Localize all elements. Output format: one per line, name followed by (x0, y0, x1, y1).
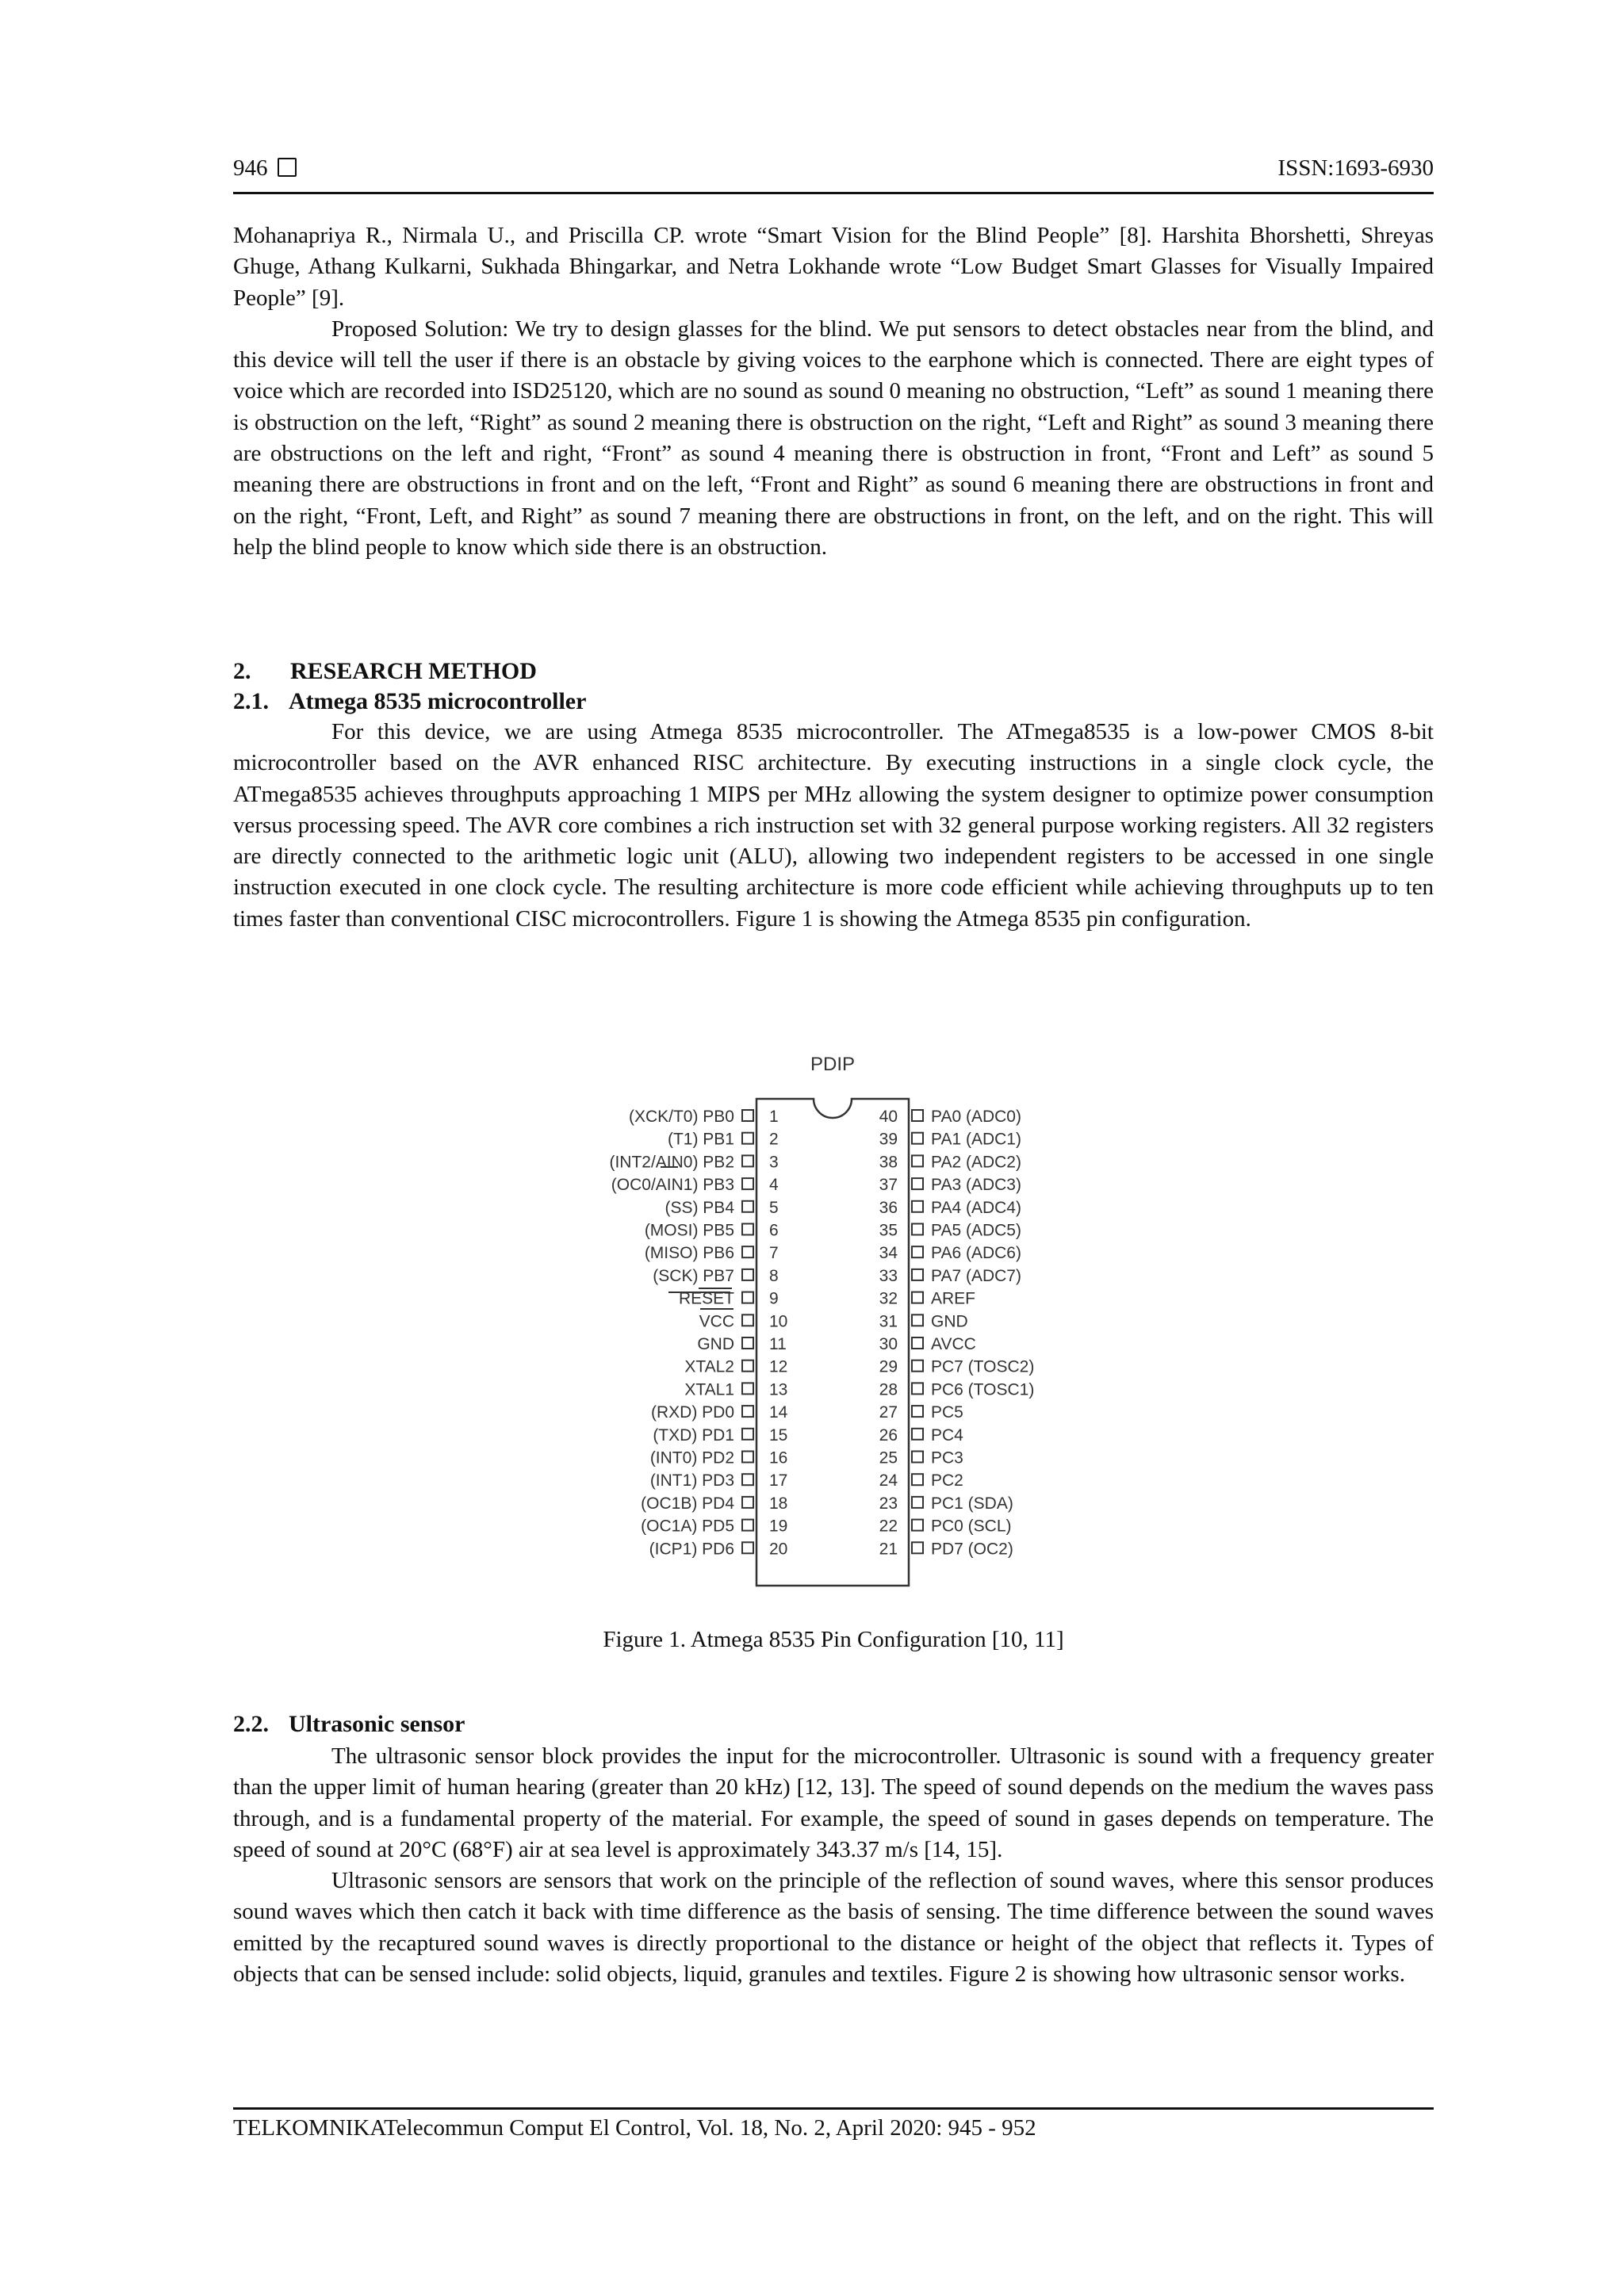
pin-label: (MOSI) PB5 (644, 1221, 734, 1240)
pin-number: 7 (769, 1244, 779, 1263)
pin-pad (912, 1360, 923, 1372)
pin-pad (742, 1360, 753, 1372)
pin-number: 12 (769, 1357, 788, 1376)
pin-number: 16 (769, 1448, 788, 1468)
page-number: 946 (233, 155, 297, 182)
pin-label: (OC1A) PD5 (641, 1517, 734, 1536)
pin-number: 18 (769, 1494, 788, 1513)
pin-pad (742, 1429, 753, 1440)
pin-number: 31 (879, 1312, 898, 1331)
pin-pad (742, 1383, 753, 1394)
pin-pad (912, 1178, 923, 1189)
pin-number: 11 (769, 1335, 787, 1353)
pin-number: 35 (879, 1221, 898, 1240)
header-rule (233, 192, 1434, 194)
pin-label: (SCK) PB7 (653, 1266, 734, 1285)
pin-number: 32 (879, 1289, 898, 1308)
section-heading-2-1: 2.1. Atmega 8535 microcontroller (233, 688, 587, 714)
pin-label: (TXD) PD1 (653, 1425, 734, 1445)
pin-number: 5 (769, 1198, 779, 1217)
pin-number: 3 (769, 1153, 779, 1172)
pin-pad (742, 1474, 753, 1485)
pin-label: PA6 (ADC6) (931, 1244, 1021, 1263)
pin-label: PC6 (TOSC1) (931, 1380, 1035, 1399)
pin-number: 25 (879, 1448, 898, 1468)
pin-number: 22 (879, 1517, 898, 1536)
pin-pad (912, 1269, 923, 1280)
pin-pad (912, 1133, 923, 1144)
pin-label: PA4 (ADC4) (931, 1198, 1021, 1217)
pin-number: 26 (879, 1425, 898, 1445)
running-footer: TELKOMNIKATelecommun Comput El Control, Vol. 18, No. 2, April 2020: 945 - 952 (233, 2115, 1036, 2141)
running-header (233, 155, 1434, 195)
pin-number: 1 (769, 1108, 779, 1126)
pin-label: GND (931, 1312, 968, 1331)
pin-number: 29 (879, 1357, 898, 1376)
pin-label: PC4 (931, 1425, 963, 1445)
pin-label: (INT0) PD2 (649, 1448, 734, 1468)
pin-number: 9 (769, 1289, 779, 1308)
pin-number: 14 (769, 1403, 788, 1422)
pin-number: 4 (769, 1176, 779, 1195)
pin-label: (INT2/AIN0) PB2 (609, 1153, 734, 1172)
pin-pad (912, 1406, 923, 1417)
pin-label: (ICP1) PD6 (649, 1540, 734, 1559)
intro-text (233, 220, 1434, 563)
pin-label: (T1) PB1 (667, 1130, 734, 1149)
pin-pad (742, 1269, 753, 1280)
pin-label: PC3 (931, 1448, 963, 1468)
figure-1-caption: Figure 1. Atmega 8535 Pin Configuration [10, 11] (603, 1627, 1064, 1652)
pin-label: AVCC (931, 1335, 976, 1353)
section-heading-2-2: 2.2. Ultrasonic sensor (233, 1711, 465, 1737)
pin-number: 6 (769, 1221, 779, 1240)
intro-paragraph-1: Mohanapriya R., Nirmala U., and Priscilla CP. wrote “Smart Vision for the Blind People” [8]. Harshita Bhorshetti, Shreyas Ghuge, Athang Kulkarni, Sukhada Bhingarkar, and Netra Lokhande wrote “Low Budget Smart Glasses for Visually Impaired People” [9]. (233, 223, 1434, 311)
pin-number: 15 (769, 1425, 788, 1445)
pin-label: PC5 (931, 1403, 963, 1422)
pin-number: 28 (879, 1380, 898, 1399)
pin-label: (MISO) PB6 (644, 1244, 734, 1263)
section-heading-2: 2. RESEARCH METHOD (233, 658, 537, 684)
pin-label: PD7 (OC2) (931, 1540, 1013, 1559)
intro-paragraph-2: Proposed Solution: We try to design glasses for the blind. We put sensors to detect obstacles near from the blind, and this device will tell the user if there is an obstacle by giving voices to the earphone which is connected. There are eight types of voice which are recorded into ISD25120, which are no sound as sound 0 meaning no obstruction, “Left” as sound 1 meaning there is obstruction on the left, “Right” as sound 2 meaning there is obstruction on the right, “Left and Right” as sound 3 meaning there are obstructions on the left and right, “Front” as sound 4 meaning there is obstruction in front, “Front and Left” as sound 5 meaning there are obstructions in front and on the left, “Front and Right” as sound 6 meaning there are obstructions in front and on the right, “Front, Left, and Right” as sound 7 meaning there are obstructions in front, on the left, and on the right. This will help the blind people to know which side there is an obstruction. (233, 316, 1434, 560)
pinout-diagram (587, 1054, 1094, 1609)
pin-number: 20 (769, 1540, 788, 1559)
pin-pad (912, 1383, 923, 1394)
pin-number: 24 (879, 1471, 898, 1490)
pin-pad (912, 1110, 923, 1121)
pin-pad (912, 1201, 923, 1212)
pin-label: RESET (678, 1289, 734, 1308)
pin-number: 10 (769, 1312, 788, 1331)
pin-label: PA3 (ADC3) (931, 1176, 1021, 1195)
pin-pad (912, 1497, 923, 1508)
pin-label: PC0 (SCL) (931, 1517, 1012, 1536)
pin-pad (912, 1224, 923, 1235)
pin-pad (912, 1542, 923, 1553)
pin-number: 39 (879, 1130, 898, 1149)
pin-label: (RXD) PD0 (650, 1403, 734, 1422)
pin-pad (742, 1406, 753, 1417)
pin-pad (912, 1452, 923, 1463)
pin-pad (912, 1429, 923, 1440)
pin-pad (912, 1246, 923, 1257)
pin-pad (742, 1110, 753, 1121)
pin-pad (912, 1292, 923, 1303)
pin-pad (742, 1452, 753, 1463)
section-2-1-paragraph: For this device, we are using Atmega 8535 microcontroller. The ATmega8535 is a low-power CMOS 8-bit microcontroller based on the AVR enhanced RISC architecture. By executing instructions in a single clock cycle, the ATmega8535 achieves throughputs approaching 1 MIPS per MHz allowing the system designer to optimize power consumption versus processing speed. The AVR core combines a rich instruction set with 32 general purpose working registers. All 32 registers are directly connected to the arithmetic logic unit (ALU), allowing two independent registers to be accessed in one single instruction executed in one clock cycle. The resulting architecture is more code efficient while achieving throughputs up to ten times faster than conventional CISC microcontrollers. Figure 1 is showing the Atmega 8535 pin configuration. (233, 719, 1434, 932)
square-icon (278, 158, 297, 177)
pin-label: (INT1) PD3 (649, 1471, 734, 1490)
pin-label: XTAL1 (684, 1380, 734, 1399)
pin-label: PA7 (ADC7) (931, 1266, 1021, 1285)
pin-label: (OC0/AIN1) PB3 (611, 1176, 734, 1195)
pin-number: 23 (879, 1494, 898, 1513)
pin-label: PA5 (ADC5) (931, 1221, 1021, 1240)
pin-label: PC7 (TOSC2) (931, 1357, 1035, 1376)
package-label: PDIP (810, 1054, 856, 1075)
pin-label: PA1 (ADC1) (931, 1130, 1021, 1149)
section-2-2-paragraph-1: The ultrasonic sensor block provides the input for the microcontroller. Ultrasonic is sound with a frequency greater than the upper limit of human hearing (greater than 20 kHz) [12, 13]. The speed of sound depends on the medium the waves pass through, and is a fundamental property of the material. For example, the speed of sound in gases depends on temperature. The speed of sound at 20°C (68°F) air at sea level is approximately 343.37 m/s [14, 15]. (233, 1743, 1434, 1862)
pin-number: 13 (769, 1380, 788, 1399)
section-2-1-text (233, 717, 1434, 935)
pin-pad (912, 1314, 923, 1326)
pin-label: (SS) PB4 (665, 1198, 734, 1217)
pin-pad (742, 1201, 753, 1212)
pin-pad (742, 1542, 753, 1553)
pin-number: 40 (879, 1108, 898, 1126)
footer-rule (233, 2107, 1434, 2110)
pin-number: 37 (879, 1176, 898, 1195)
pin-number: 34 (879, 1244, 898, 1263)
pin-label: (OC1B) PD4 (641, 1494, 734, 1513)
pin-pad (912, 1520, 923, 1531)
pin-pad (742, 1520, 753, 1531)
pin-label: (XCK/T0) PB0 (628, 1108, 734, 1126)
pin-pad (742, 1155, 753, 1166)
pin-label: PC1 (SDA) (931, 1494, 1013, 1513)
pin-pad (742, 1224, 753, 1235)
pin-pad (742, 1133, 753, 1144)
section-2-2-paragraph-2: Ultrasonic sensors are sensors that work on the principle of the reflection of sound waves, where this sensor produces sound waves which then catch it back with time difference as the basis of sensing. The time difference between the sound waves emitted by the recaptured sound waves is directly proportional to the distance or height of the object that reflects it. Types of objects that can be sensed include: solid objects, liquid, granules and textiles. Figure 2 is showing how ultrasonic sensor works. (233, 1868, 1434, 1988)
pin-pad (912, 1155, 923, 1166)
pin-label: VCC (699, 1312, 734, 1331)
pin-number: 8 (769, 1266, 779, 1285)
pin-pad (742, 1314, 753, 1326)
pin-label: XTAL2 (684, 1357, 734, 1376)
pin-pad (742, 1292, 753, 1303)
pin-number: 21 (879, 1540, 898, 1559)
pin-number: 33 (879, 1266, 898, 1285)
pin-number: 36 (879, 1198, 898, 1217)
pin-pad (912, 1474, 923, 1485)
pin-pad (742, 1497, 753, 1508)
pin-pad (742, 1246, 753, 1257)
pin-number: 30 (879, 1335, 898, 1353)
pin-pad (742, 1178, 753, 1189)
pin-pad (742, 1337, 753, 1349)
pin-number: 27 (879, 1403, 898, 1422)
issn: ISSN:1693-6930 (1277, 155, 1434, 181)
pin-label: AREF (931, 1289, 976, 1308)
pin-number: 17 (769, 1471, 788, 1490)
pin-label: PA2 (ADC2) (931, 1153, 1021, 1172)
pin-pad (912, 1337, 923, 1349)
figure-1-pinout (587, 1054, 1094, 1609)
section-2-2-text (233, 1741, 1434, 1990)
pin-number: 38 (879, 1153, 898, 1172)
pin-label: PA0 (ADC0) (931, 1108, 1021, 1126)
pin-label: PC2 (931, 1471, 963, 1490)
pin-number: 19 (769, 1517, 788, 1536)
pin-label: GND (697, 1335, 734, 1353)
pin-number: 2 (769, 1130, 779, 1149)
